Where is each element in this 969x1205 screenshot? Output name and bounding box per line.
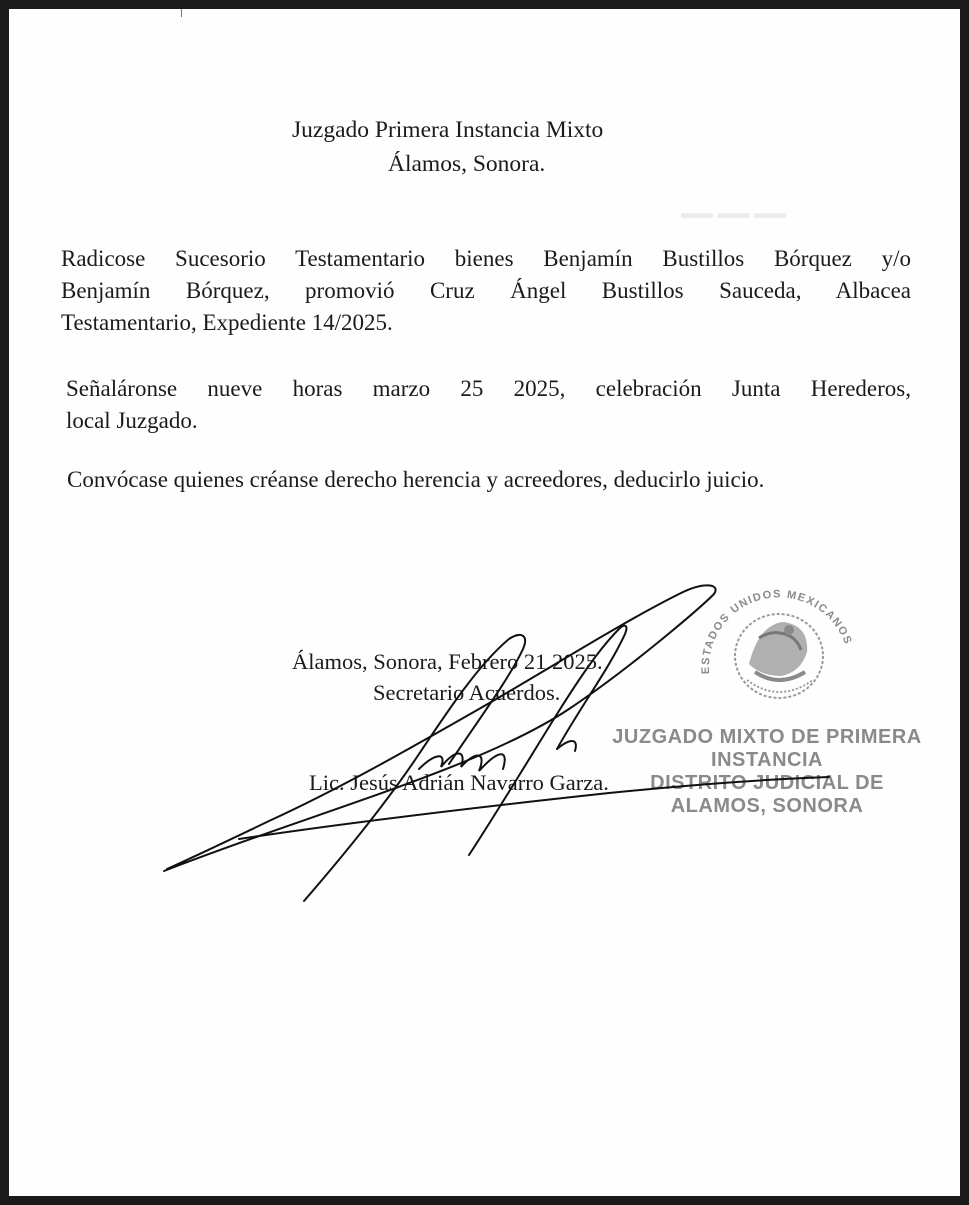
bleed-through-mark: ▬▬ ▬▬ ▬▬ [681,205,786,222]
signer-name: Lic. Jesús Adrián Navarro Garza. [309,770,609,795]
stamp-line: INSTANCIA [711,749,823,771]
paragraph-convocatoria [67,464,917,496]
paragraph-line: Testamentario, Expediente 14/2025. [61,310,393,335]
signer-role: Secretario Acuerdos. [373,680,561,705]
paragraph-junta [66,373,911,437]
paragraph-line: local Juzgado. [66,408,198,433]
place-date: Álamos, Sonora, Febrero 21 2025. [292,649,603,674]
paragraph-line: Convócase quienes créanse derecho herencia y acreedores, deducirlo juicio. [67,467,765,492]
paragraph-line: Benjamín Bórquez, promovió Cruz Ángel Bustillos Sauceda, Albacea [61,278,911,303]
stamp-line: JUZGADO MIXTO DE PRIMERA [612,726,922,748]
court-name: Juzgado Primera Instancia Mixto [292,117,604,143]
seal-arc-text: ESTADOS UNIDOS MEXICANOS [699,588,855,675]
paragraph-line: Señaláronse nueve horas marzo 25 2025, celebración Junta Herederos, [66,376,911,401]
stamp-line: ALAMOS, SONORA [670,795,864,817]
scan-mark [181,9,182,17]
court-stamp [607,726,927,818]
stamp-line: DISTRITO JUDICIAL DE [650,772,884,794]
court-location: Álamos, Sonora. [388,151,546,177]
paragraph-line: Radicose Sucesorio Testamentario bienes Benjamín Bustillos Bórquez y/o [61,246,911,271]
paragraph-radicacion [61,243,911,339]
mexican-seal-icon [689,564,869,734]
